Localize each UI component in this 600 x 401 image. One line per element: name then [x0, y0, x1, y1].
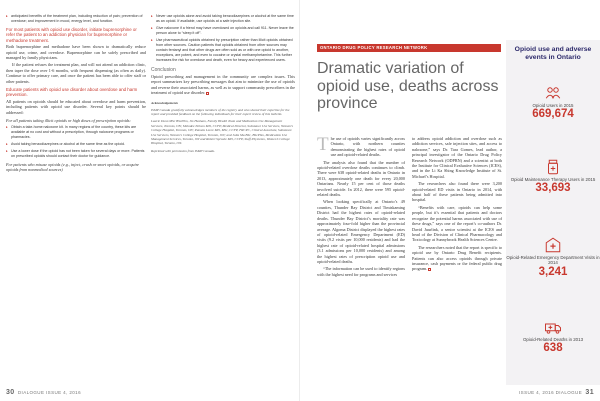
bullet-list: [6, 125, 146, 159]
right-column-2: [412, 136, 502, 274]
end-mark-icon: [206, 92, 209, 95]
paragraph: [412, 245, 502, 272]
left-column-1: [6, 14, 146, 173]
stat-value: 33,693: [535, 182, 571, 195]
page-number: 30: [6, 389, 15, 396]
paragraph: Both buprenorphine and methadone have been shown to dramatically reduce opioid use, crime, and overdose. Buprenorphine can be safely prescribed and managed by family physicians.: [6, 44, 146, 61]
left-column-2: [151, 14, 295, 153]
acknowledgements-heading: Acknowledgements: [151, 100, 178, 105]
sidebar-title: Opioid use and adverse events in Ontario: [514, 46, 592, 61]
stat-value: 3,241: [538, 265, 568, 278]
kicker-bar: ONTARIO DRUG POLICY RESEARCH NETWORK: [317, 44, 501, 52]
stat-maintenance-users: [506, 158, 600, 195]
stat-label: Opioid-Related Emergency Department Visits in 2014: [506, 255, 600, 266]
paragraph: [151, 74, 295, 96]
paragraph: “The information can be used to identify regions with the highest need for programs and services: [317, 266, 405, 277]
stat-ed-visits: [506, 236, 600, 279]
closing-text: The researchers noted that the report is specific to opioid use by Ontario Drug Benefit recipients. Patients can also access opioids through private insurance, cash payments or the federal public drug program.: [412, 244, 502, 272]
paragraph: When looking specifically at Ontario’s 49 counties, Thunder Bay District and Timiskaming District had the highest rates of opioid-related deaths. Thunder Bay District’s mortality rate was approximately four-fold higher than the provincial average. Algoma District displayed the highest rates of opioid-related Emergency Department (ED) visits (9.2 visits per 10,000 residents) and had the highest rate of opioid-related hospital admissions (3.1 admissions per 10,000 residents) and among the highest rates of prescription opioid use and opioid-related deaths.: [317, 199, 405, 264]
stat-label: Opioid Maintenance Therapy Users in 2015: [510, 177, 596, 182]
pill-bottle-icon: [544, 158, 562, 176]
page-number: 31: [585, 389, 594, 396]
stat-label: Opioid-Related Deaths in 2013: [522, 337, 584, 342]
article-headline: Dramatic variation of opioid use, deaths across province: [317, 60, 499, 112]
hospital-icon: [544, 236, 562, 254]
right-footer: [519, 389, 594, 396]
stat-deaths: [506, 318, 600, 355]
paragraph: “Benefits with care, opioids can help some people, but it’s essential that patients and doctors recognize the potential harms associated with use of these drugs,” says one of the report’s co-authors Dr. David Juurlink, a senior scientist at the ICES and head of the Division of Clinical Pharmacology and Toxicology at Sunnybrook Health Sciences Centre.: [412, 204, 502, 243]
stat-label: Opioid Users in 2015: [532, 103, 574, 108]
acknowledgements-text: ISMP Canada gratefully acknowledges members of the registry and who shared their expertise for the report and provided feedback on the following individuals for their expert review of this bulletin.: [151, 107, 290, 117]
people-icon: [544, 84, 562, 102]
stat-value: 638: [543, 342, 563, 355]
list-item: ▸ anticipated benefits of the treatment plan, including reduction of pain; prevention of overdose; and improvement in mood, energy level, and function.: [6, 14, 146, 24]
bullet-list: [151, 14, 295, 63]
list-item: ▸ Never use opioids alone and avoid taking benzodiazepines or alcohol at the same time as an opioid. If available, use opioids at a safe injection site.: [151, 14, 295, 24]
footer-text: ISSUE 4, 2016 DIALOGUE: [519, 390, 583, 395]
paragraph: to address opioid addiction and overdose such as addiction services, safe injection sites, and access to naloxone,” says Dr. Tara Gomes, lead author, a principal investigator of the Ontario Drug Policy Research Network (ODPRN) and a scientist at both the Institute for Clinical Evaluative Sciences (ICES), and in the Li Ka Shing Knowledge Institute of St. Michael’s Hospital.: [412, 136, 502, 179]
stat-opioid-users: [506, 84, 600, 121]
conclusion-text: Opioid prescribing and management in the community are complex issues. This report summarizes key prescribing messages that aim to minimize the use of opioids and reverse their associated harms, as well as to support community prescribers in the treatment of opioid use disorder.: [151, 74, 295, 96]
section-heading: For most patients with opioid use disorder, initiate buprenorphine or refer the patient to an addiction physician for buprenorphine or methadone treatment.: [6, 27, 137, 43]
reviewers-text: Laurie Dunn MSc BScPhm, Jin Huxham, Family Health Team and Medication Use Management Services, Toronto, ON; Melodee Nelson MD, CCFP, Medical Director, Substance Use Services, Women’s College Hospital, Toronto, ON; Pamela Leece MD, MSc, CCFP, FRCPC, Clinical Associate, Substance Use Services, Women’s College Hospital, Toronto, ON; and Julia Ma BSc, BScPhm, Medication Use Management Services, Toronto, ON and Robert Sproule MD, CCFP, Staff Physician, Women’s College Hospital, Toronto, ON.: [151, 119, 293, 146]
end-mark-icon: [428, 268, 431, 271]
drop-cap: T: [317, 134, 329, 155]
paragraph: If the patient refuses the treatment plan, and will not attend an addiction clinic, then taper the dose over 1-6 months, with frequent dispensing (as often as daily). Continue to offer primary care, and once the patient has been able to offer staff or other patients.: [6, 62, 146, 84]
left-footer: [6, 389, 81, 396]
list-item: ▸ Use pharmaceutical opioids obtained by prescription rather than illicit opioids obtained from other sources. Caution patients that opioids obtained from other sources may contain fentanyl and that other drugs are often sold as or with one opioid to another, exceptions, are potent, and even to cocaine or crystal methamphetamine. This further increases the risk for overdose and death, even for heavy and experienced users.: [151, 38, 295, 63]
lead-paragraph: [317, 136, 405, 158]
paragraph: The analysis also found that the number of opioid-related overdose deaths continues to climb. There were 638 opioid-related deaths in Ontario in 2013, approximately one death for every 20,000 Ontarians. Nearly 15 per cent of those deaths involved suicide. In 2012, there were 595 opioid-related deaths.: [317, 159, 405, 198]
right-column-1: [317, 136, 405, 279]
bullet-list-top: [6, 14, 146, 24]
paragraph: The researchers also found there were 3,200 opioid-related ED visits in Ontario in 2014, with about half of these patients being admitted into hospital.: [412, 181, 502, 203]
italic-subheading: For patients who misuse opioids (e.g., inject, crush or snort opioids, or acquire opioids from nonmedical sources): [6, 161, 140, 172]
conclusion-heading: Conclusion: [151, 67, 176, 73]
lead-text: he use of opioids varies significantly across Ontario, with northern counties demonstrating the highest rates of opioid use and opioid-related deaths.: [330, 136, 405, 158]
list-item: ▸ Avoid taking benzodiazepines or alcohol at the same time as the opioid.: [6, 142, 146, 147]
right-page: [300, 0, 600, 401]
stat-value: 669,674: [532, 108, 574, 121]
footer-text: DIALOGUE ISSUE 4, 2016: [17, 390, 81, 395]
paragraph: All patients on opioids should be educated about overdose and harm prevention, including patients with opioid use disorder. Several key points should be addressed:: [6, 98, 146, 115]
reprint-note: Reprinted with permission from ISMP Canada.: [151, 148, 215, 153]
list-item: ▸ Use a lower dose if the opioid has not been taken for several days or more. Patients on prescribed opioids should contact their doctor for guidance.: [6, 149, 146, 159]
italic-subheading: For all patients taking illicit opioids or high doses of prescription opioids:: [6, 118, 131, 124]
ambulance-icon: [544, 318, 562, 336]
list-item: ▸ Obtain a take-home naloxone kit. In many regions of the country, these kits are available at no cost and without a prescription, through naloxone programs or pharmacies.: [6, 125, 146, 140]
section-heading: Educate patients with opioid use disorder about overdose and harm prevention.: [6, 87, 138, 98]
list-item: ▸ Give naloxone if a friend may have overdosed on opioids and call 911. Never leave the person alone to “sleep it off”.: [151, 26, 295, 36]
stats-sidebar: [506, 40, 600, 385]
